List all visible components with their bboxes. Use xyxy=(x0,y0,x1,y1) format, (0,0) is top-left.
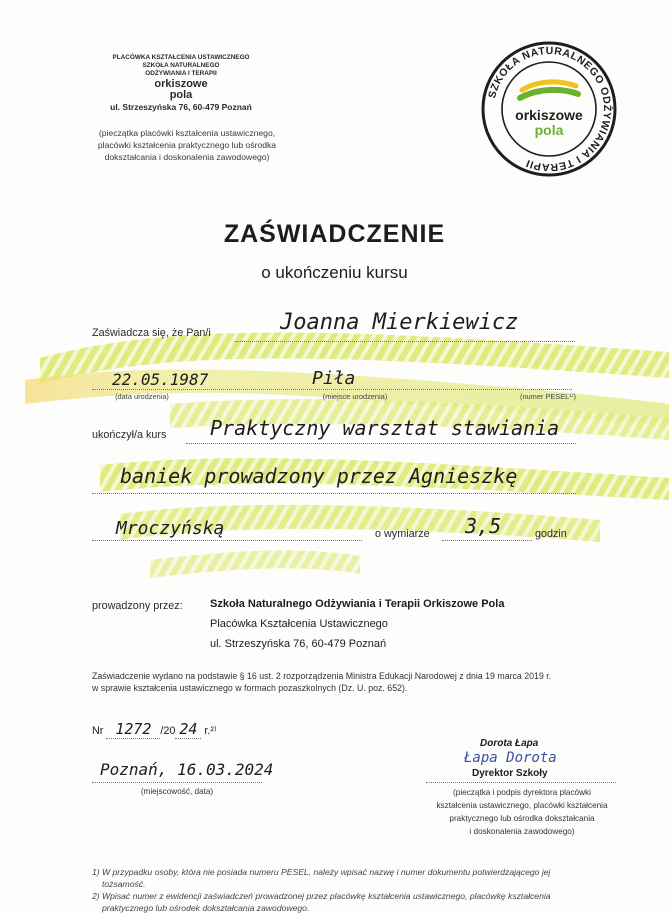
director-signature: Łapa Dorota xyxy=(464,750,557,766)
pesel-caption: (numer PESEL¹⁾) xyxy=(519,392,577,401)
school-seal xyxy=(480,40,618,178)
school-name: Szkoła Naturalnego Odżywiania i Terapii Orkiszowe Pola xyxy=(210,598,505,610)
certificate-number xyxy=(92,720,217,739)
hours-unit: godzin xyxy=(535,528,567,540)
completed-label: ukończył/a kurs xyxy=(92,429,167,441)
conducted-by xyxy=(210,594,504,654)
number-suffix: r.²⁾ xyxy=(204,725,217,737)
certify-label: Zaświadcza się, że Pan/i xyxy=(92,327,211,339)
footnote-line: 1) W przypadku osoby, która nie posiada numeru PESEL, należy wpisać nazwę i numer dokumentu potwierdzającego jej xyxy=(92,867,551,877)
birth-date-caption: (data urodzenia) xyxy=(115,392,169,401)
stamp-caption-line: dokształcania i doskonalenia zawodowego) xyxy=(104,152,270,162)
stamp-caption-line: placówki kształcenia praktycznego lub ośrodka xyxy=(97,140,277,150)
director-name-stamp: Dorota Łapa xyxy=(480,738,539,749)
stamp-address: ul. Strzeszyńska 76, 60-479 Poznań xyxy=(110,102,252,112)
document-title: ZAŚWIADCZENIE xyxy=(223,220,446,248)
director-caption xyxy=(416,786,628,838)
director-caption-line: praktycznego lub ośrodka dokształcania xyxy=(449,814,595,823)
course-name-line-1: Praktyczny warsztat stawiania xyxy=(210,416,560,440)
school-address: ul. Strzeszyńska 76, 60-479 Poznań xyxy=(210,638,387,650)
number-separator: /20 xyxy=(160,725,176,737)
stamp-logo xyxy=(96,79,266,101)
course-line-1-rule xyxy=(186,443,576,444)
conducted-label: prowadzony przez: xyxy=(92,600,183,612)
director-rule xyxy=(426,782,616,783)
footnote-line: tożsamość. xyxy=(102,879,146,889)
seal-logo-bottom: pola xyxy=(534,122,564,138)
director-caption-line: (pieczątka i podpis dyrektora placówki xyxy=(453,788,591,797)
birth-line xyxy=(92,389,572,390)
course-name-line-3: Mroczyńską xyxy=(116,518,225,539)
seal-logo-top: orkiszowe xyxy=(515,107,583,123)
course-line-2-rule xyxy=(92,493,576,494)
legal-line: Zaświadczenie wydano na podstawie § 16 ust. 2 rozporządzenia Ministra Edukacji Narodowej z dnia 19 marca 2019 r. xyxy=(92,671,552,681)
course-hours: 3,5 xyxy=(465,514,502,538)
place-date: Poznań, 16.03.2024 xyxy=(100,760,274,779)
place-date-caption: (miejscowość, data) xyxy=(140,787,214,796)
seal-ring-text: SZKOŁA NATURALNEGO ODŻYWIANIA I TERAPII xyxy=(486,44,614,174)
stamp-logo-bottom: pola xyxy=(169,89,193,101)
stamp-line-2: SZKOŁA NATURALNEGO xyxy=(142,62,220,69)
number-year: 24 xyxy=(175,720,201,739)
document-subtitle: o ukończeniu kursu xyxy=(261,263,408,282)
stamp-line-3: ODŻYWIANIA I TERAPII xyxy=(145,70,217,77)
stamp-caption-line: (pieczątka placówki kształcenia ustawicznego, xyxy=(98,128,276,138)
director-caption-line: i doskonalenia zawodowego) xyxy=(469,827,575,836)
director-title-stamp: Dyrektor Szkoły xyxy=(472,768,548,779)
footnote-line: praktycznego lub ośrodek dokształcania zawodowego. xyxy=(102,903,310,913)
footnotes xyxy=(92,866,632,914)
stamp-line-1: PLACÓWKA KSZTAŁCENIA USTAWICZNEGO xyxy=(112,54,250,61)
director-caption-line: kształcenia ustawicznego, placówki kształcenia xyxy=(436,801,608,810)
recipient-name: Joanna Mierkiewicz xyxy=(280,310,519,335)
number-value: 1272 xyxy=(106,720,160,739)
school-unit: Placówka Kształcenia Ustawicznego xyxy=(210,618,388,630)
legal-line: w sprawie kształcenia ustawicznego w formach pozaszkolnych (Dz. U. poz. 652). xyxy=(92,683,408,693)
duration-label: o wymiarze xyxy=(375,528,430,540)
place-date-rule xyxy=(92,782,262,783)
seal-logo xyxy=(515,82,583,138)
stamp-logo-top: orkiszowe xyxy=(154,78,208,90)
name-line xyxy=(235,341,575,342)
hours-rule xyxy=(442,540,532,541)
course-name-line-2: baniek prowadzony przez Agnieszkę xyxy=(120,464,518,488)
institution-stamp xyxy=(96,54,266,112)
footnote-line: 2) Wpisać numer z ewidencji zaświadczeń prowadzonej przez placówkę kształcenia ustawicznego, placówkę kształcenia xyxy=(92,891,551,901)
legal-basis xyxy=(92,670,632,694)
stamp-caption xyxy=(82,127,292,163)
number-prefix: Nr xyxy=(92,725,104,737)
birth-date: 22.05.1987 xyxy=(112,370,209,389)
birth-place: Piła xyxy=(312,368,356,389)
birth-place-caption: (miejsce urodzenia) xyxy=(322,392,388,401)
course-line-3-rule xyxy=(92,540,362,541)
